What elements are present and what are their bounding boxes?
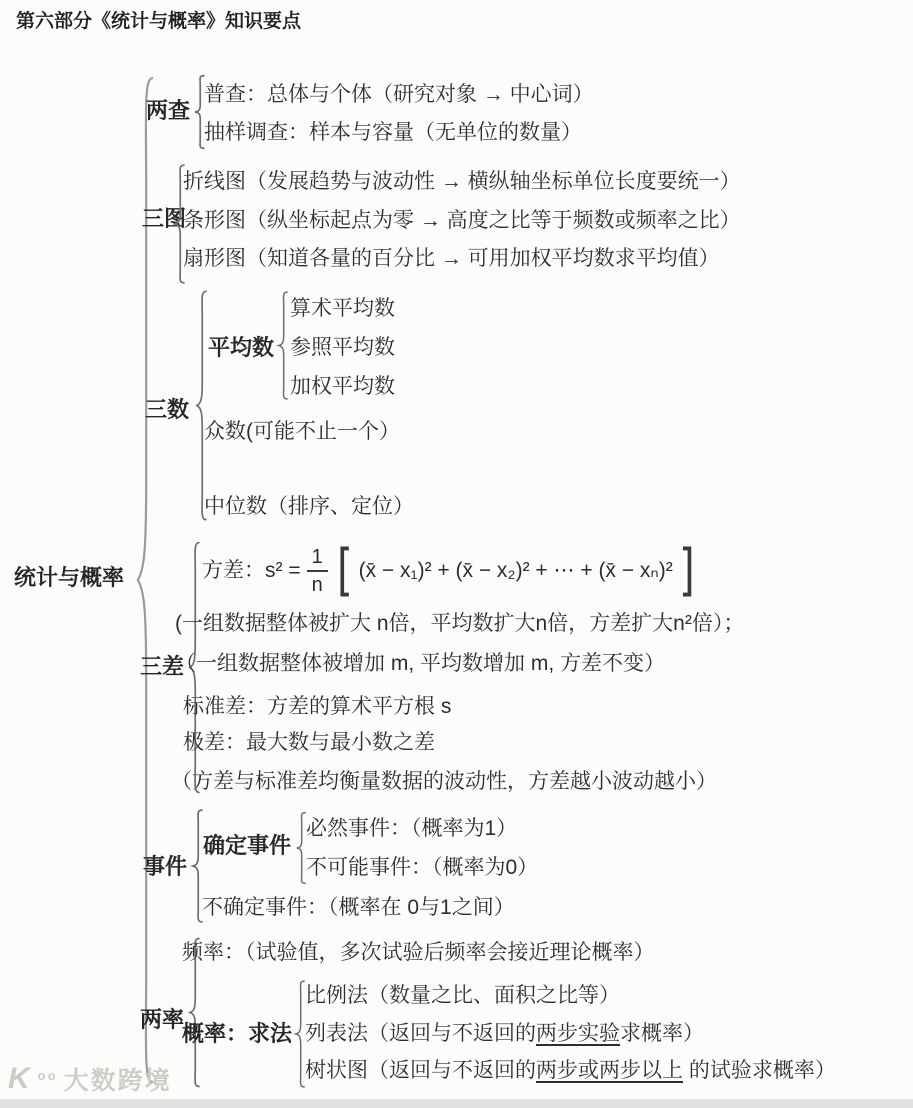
tree-method-pre: 树状图（返回与不返回的 xyxy=(305,1059,536,1082)
item-line-chart: 折线图（发展趋势与波动性 → 横纵轴坐标单位长度要统一） xyxy=(183,170,741,193)
item-variance-scale-note: (一组数据整体被扩大 n倍，平均数扩大n倍，方差扩大n²倍）； xyxy=(175,612,745,635)
left-bracket: [ xyxy=(336,537,353,603)
group-label-three-charts: 三图 xyxy=(142,206,187,231)
group-label-three-differences: 三差 xyxy=(140,654,185,679)
page-title: 第六部分《统计与概率》知识要点 xyxy=(16,11,302,32)
watermark-text: 大数跨境 xyxy=(63,1067,172,1095)
fraction-numerator: 1 xyxy=(311,546,323,568)
item-proportion-method: 比例法（数量之比、面积之比等） xyxy=(305,984,620,1007)
table-method-pre: 列表法（返回与不返回的 xyxy=(305,1022,536,1045)
item-inevitable-event: 必然事件：（概率为1） xyxy=(306,817,518,840)
subgroup-label-probability-methods: 概率：求法 xyxy=(182,1021,293,1046)
three-numbers-brace-icon xyxy=(194,289,209,522)
watermark xyxy=(8,1064,172,1094)
table-method-post: 求概率） xyxy=(620,1022,704,1045)
item-arithmetic-mean: 算术平均数 xyxy=(290,297,395,320)
item-weighted-mean: 加权平均数 xyxy=(290,375,395,398)
item-sampling-survey: 抽样调查：样本与容量（无单位的数量） xyxy=(204,121,582,144)
fraction-denominator: n xyxy=(307,570,328,595)
item-variance-shift-note: （一组数据整体被增加 m, 平均数增加 m, 方差不变） xyxy=(175,652,665,675)
item-variance-formula xyxy=(202,537,698,603)
table-method-underlined: 两步实验 xyxy=(536,1022,620,1045)
item-fluctuation-note: （方差与标准差均衡量数据的波动性，方差越小波动越小） xyxy=(171,770,717,793)
tree-method-underlined: 两步或两步以上 xyxy=(536,1059,683,1082)
subgroup-label-certain-events: 确定事件 xyxy=(203,833,292,858)
item-census: 普查：总体与个体（研究对象 → 中心词） xyxy=(204,83,594,106)
item-median: 中位数（排序、定位） xyxy=(204,495,414,518)
item-range: 极差：最大数与最小数之差 xyxy=(183,731,435,754)
item-mode: 众数(可能不止一个） xyxy=(204,420,400,443)
item-tree-diagram-method xyxy=(305,1058,836,1084)
group-label-events: 事件 xyxy=(143,854,188,879)
item-table-method xyxy=(305,1021,704,1047)
bottom-edge-strip xyxy=(0,1099,913,1108)
item-standard-deviation: 标准差：方差的算术平方根 s xyxy=(183,695,452,718)
root-node-label: 统计与概率 xyxy=(14,565,125,590)
variance-lead: 方差：s² = xyxy=(202,559,301,582)
tree-method-post: 的试验求概率） xyxy=(683,1059,836,1082)
item-reference-mean: 参照平均数 xyxy=(290,336,395,359)
right-bracket: ] xyxy=(678,537,695,603)
watermark-logo-sup: oo xyxy=(37,1068,58,1083)
group-label-two-rates: 两率 xyxy=(140,1007,185,1032)
watermark-logo-icon: K xyxy=(8,1062,32,1095)
item-pie-chart: 扇形图（知道各量的百分比 → 可用加权平均数求平均值） xyxy=(183,247,720,270)
variance-fraction xyxy=(307,547,328,595)
variance-terms: (x̄ − x₁)² + (x̄ − x₂)² + ⋯ + (x̄ − xₙ)² xyxy=(358,559,673,582)
subgroup-label-mean: 平均数 xyxy=(208,335,275,360)
group-label-three-numbers: 三数 xyxy=(145,397,190,422)
item-uncertain-event: 不确定事件：（概率在 0与1之间） xyxy=(202,896,515,919)
item-frequency: 频率：（试验值，多次试验后频率会接近理论概率） xyxy=(182,941,655,964)
mean-brace-icon xyxy=(276,291,290,400)
group-label-two-surveys: 两查 xyxy=(146,98,191,123)
item-bar-chart: 条形图（纵坐标起点为零 → 高度之比等于频数或频率之比） xyxy=(183,209,741,232)
item-impossible-event: 不可能事件：（概率为0） xyxy=(306,856,539,879)
